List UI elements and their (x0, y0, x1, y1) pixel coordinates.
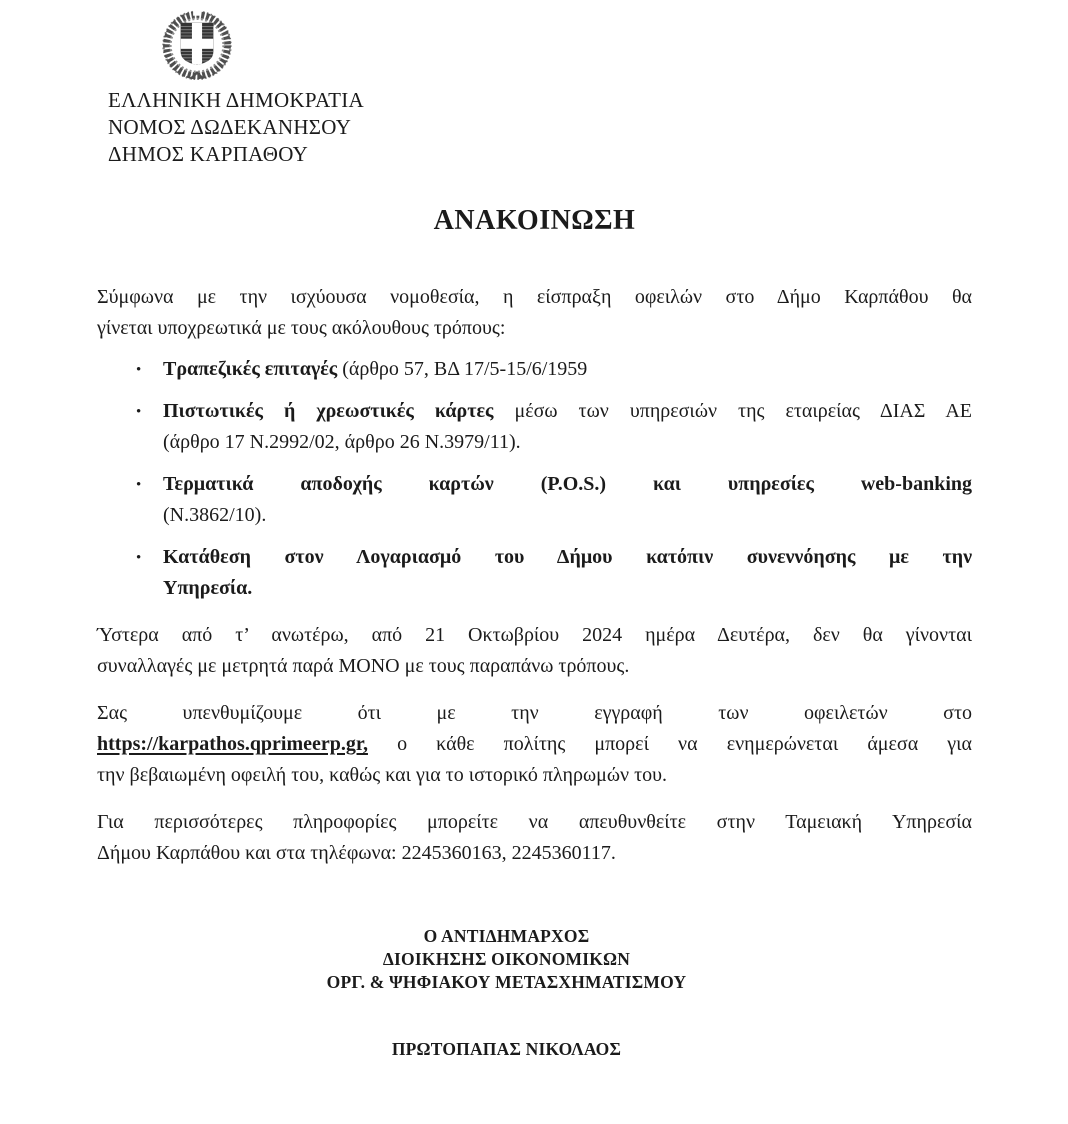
letterhead-line-republic: ΕΛΛΗΝΙΚΗ ΔΗΜΟΚΡΑΤΙΑ (108, 88, 365, 112)
paragraph-line: Σύμφωνα με την ισχύουσα νομοθεσία, η είσπραξη οφειλών στο Δήμο Καρπάθου θα (97, 286, 972, 308)
letterhead-text (108, 87, 972, 168)
payment-portal-link[interactable]: https://karpathos.qprimeerp.gr, (97, 733, 368, 755)
greek-coat-of-arms-icon (158, 4, 236, 82)
paragraph-line: Δήμου Καρπάθου και στα τηλέφωνα: 2245360163, 2245360117. (97, 842, 616, 864)
list-item-bank-cheques (97, 354, 972, 385)
bullet-bold-text: Κατάθεση στον Λογαριασμό του Δήμου κατόπιν συνεννόησης με την (163, 546, 972, 568)
paragraph-line (163, 573, 972, 604)
page-title: ΑΝΑΚΟΙΝΩΣΗ (433, 205, 636, 236)
list-item-pos-webbanking (97, 469, 972, 531)
bullet-bold-text: Τραπεζικές επιταγές (163, 358, 338, 380)
bullet-bold-text: Πιστωτικές ή χρεωστικές κάρτες (163, 400, 494, 422)
letterhead-line-municipality: ΔΗΜΟΣ ΚΑΡΠΑΘΟΥ (108, 142, 309, 166)
signature-role-line: ΔΙΟΙΚΗΣΗΣ ΟΙΚΟΝΟΜΙΚΩΝ (382, 949, 631, 969)
paragraph-line: Ύστερα από τ’ ανωτέρω, από 21 Οκτωβρίου 2024 ημέρα Δευτέρα, δεν θα γίνονται (97, 624, 972, 646)
paragraph-line: (Ν.3862/10). (163, 504, 267, 526)
bullet-bold-text: Τερματικά αποδοχής καρτών (P.O.S.) και υπηρεσίες web-banking (163, 473, 972, 495)
paragraph-line: (άρθρο 17 Ν.2992/02, άρθρο 26 Ν.3979/11). (163, 431, 521, 453)
paragraph-line (163, 542, 972, 573)
deadline-paragraph (97, 620, 972, 682)
paragraph-line (163, 354, 972, 385)
paragraph-line: Για περισσότερες πληροφορίες μπορείτε να απευθυνθείτε στην Ταμειακή Υπηρεσία (97, 811, 972, 833)
paragraph-line (163, 469, 972, 500)
signature-name: ΠΡΩΤΟΠΑΠΑΣ ΝΙΚΟΛΑΟΣ (391, 1039, 622, 1059)
paragraph-line: την βεβαιωμένη οφειλή του, καθώς και για το ιστορικό πληρωμών του. (97, 764, 668, 786)
letterhead (97, 4, 972, 168)
paragraph-line: συναλλαγές με μετρητά παρά ΜΟΝΟ με τους παραπάνω τρόπους. (97, 655, 630, 677)
signature-role-line: Ο ΑΝΤΙΔΗΜΑΡΧΟΣ (423, 926, 590, 946)
letterhead-line-prefecture: ΝΟΜΟΣ ΔΩΔΕΚΑΝΗΣΟΥ (108, 115, 352, 139)
list-item-cards (97, 396, 972, 458)
signature-role-block (69, 925, 944, 994)
signature-role-line: ΟΡΓ. & ΨΗΦΙΑΚΟΥ ΜΕΤΑΣΧΗΜΑΤΙΣΜΟΥ (326, 972, 687, 992)
paragraph-line: Σας υπενθυμίζουμε ότι με την εγγραφή των οφειλετών στο (97, 702, 972, 724)
paragraph-line (163, 396, 972, 427)
payment-methods-list (97, 354, 972, 604)
list-item-deposit (97, 542, 972, 604)
bullet-regular-text: μέσω των υπηρεσιών της εταιρείας ΔΙΑΣ ΑΕ (493, 400, 973, 422)
contact-info-paragraph (97, 807, 972, 869)
paragraph-text: ο κάθε πολίτης μπορεί να ενημερώνεται άμεσα για (367, 733, 972, 755)
reminder-paragraph (97, 698, 972, 791)
intro-paragraph (97, 282, 972, 344)
bullet-regular-text: (άρθρο 57, ΒΔ 17/5-15/6/1959 (337, 358, 588, 380)
bullet-bold-text: Υπηρεσία. (163, 577, 253, 599)
paragraph-line (97, 729, 972, 760)
paragraph-line: γίνεται υποχρεωτικά με τους ακόλουθους τρόπους: (97, 317, 506, 339)
